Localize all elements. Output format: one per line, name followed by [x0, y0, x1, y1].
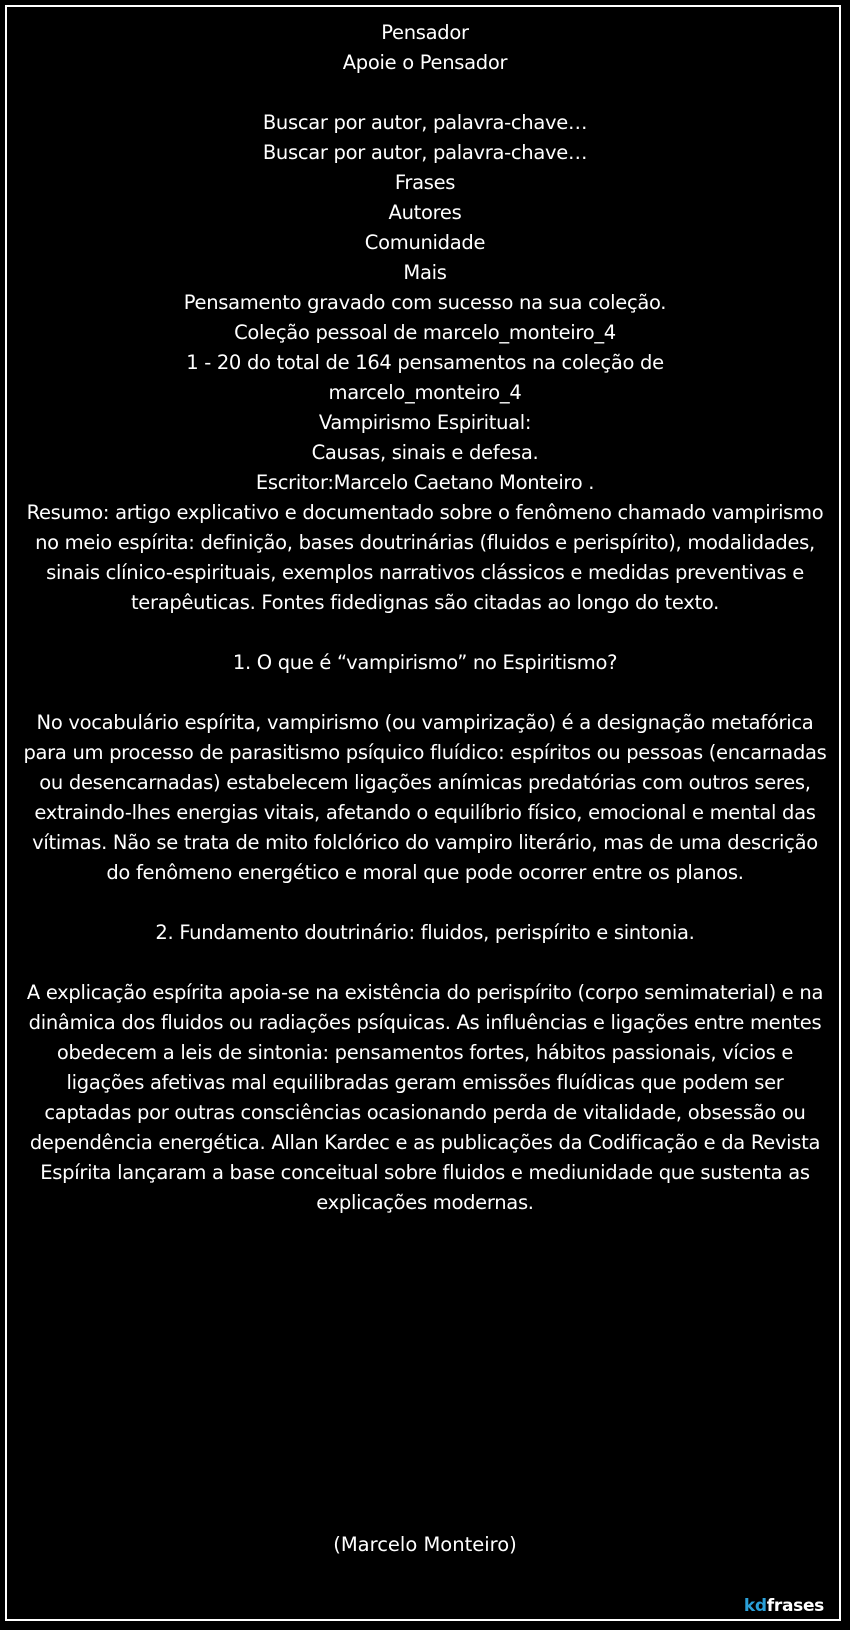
- collection-owner: marcelo_monteiro_4: [328, 381, 522, 404]
- spacer: [22, 78, 828, 108]
- section-2-heading: 2. Fundamento doutrinário: fluidos, perispírito e sintonia.: [155, 921, 695, 944]
- article-subtitle: Causas, sinais e defesa.: [311, 441, 539, 464]
- nav-item-autores[interactable]: Autores: [388, 201, 462, 224]
- quote-body: [22, 18, 828, 1218]
- article-writer: Escritor:Marcelo Caetano Monteiro .: [255, 471, 595, 494]
- nav-item-comunidade[interactable]: Comunidade: [364, 231, 486, 254]
- nav-item-mais[interactable]: Mais: [403, 261, 447, 284]
- search-placeholder-repeat: Buscar por autor, palavra-chave…: [262, 141, 588, 164]
- support-link[interactable]: Apoie o Pensador: [342, 51, 508, 74]
- spacer: [22, 948, 828, 978]
- nav-item-frases[interactable]: Frases: [394, 171, 456, 194]
- spacer: [22, 678, 828, 708]
- collection-range: 1 - 20 do total de 164 pensamentos na coleção de: [186, 351, 664, 374]
- logo-kd: kd: [743, 1596, 767, 1616]
- article-summary: Resumo: artigo explicativo e documentado sobre o fenômeno chamado vampirismo no meio espírita: definição, bases doutrinárias (fluidos e perispírito), modalidades, sinais clínico-espirituais, exemplos narrativos clássicos e medidas preventivas e terapêuticas. Fontes fidedignas são citadas ao longo do texto.: [26, 501, 824, 614]
- collection-title: Coleção pessoal de marcelo_monteiro_4: [234, 321, 616, 344]
- quote-attribution: (Marcelo Monteiro): [333, 1533, 517, 1556]
- kdfrases-logo: [744, 1596, 824, 1616]
- saved-notice: Pensamento gravado com sucesso na sua coleção.: [183, 291, 667, 314]
- site-name[interactable]: Pensador: [381, 21, 469, 44]
- section-1-heading: 1. O que é “vampirismo” no Espiritismo?: [232, 651, 618, 674]
- article-title: Vampirismo Espiritual:: [318, 411, 532, 434]
- spacer: [22, 888, 828, 918]
- logo-frases: frases: [766, 1596, 824, 1616]
- section-1-body: No vocabulário espírita, vampirismo (ou vampirização) é a designação metafórica para um processo de parasitismo psíquico fluídico: espíritos ou pessoas (encarnadas ou desencarnadas) estabelecem ligações anímicas predatórias com outros seres, extraindo-lhes energias vitais, afetando o equilíbrio físico, emocional e mental das vítimas. Não se trata de mito folclórico do vampiro literário, mas de uma descrição do fenômeno energético e moral que pode ocorrer entre os planos.: [23, 711, 827, 884]
- spacer: [22, 618, 828, 648]
- section-2-body: A explicação espírita apoia-se na existência do perispírito (corpo semimaterial) e na dinâmica dos fluidos ou radiações psíquicas. As influências e ligações entre mentes obedecem a leis de sintonia: pensamentos fortes, hábitos passionais, vícios e ligações afetivas mal equilibradas geram emissões fluídicas que podem ser captadas por outras consciências ocasionando perda de vitalidade, obsessão ou dependência energética. Allan Kardec e as publicações da Codificação e da Revista Espírita lançaram a base conceitual sobre fluidos e mediunidade que sustenta as explicações modernas.: [26, 981, 824, 1214]
- search-placeholder: Buscar por autor, palavra-chave…: [262, 111, 588, 134]
